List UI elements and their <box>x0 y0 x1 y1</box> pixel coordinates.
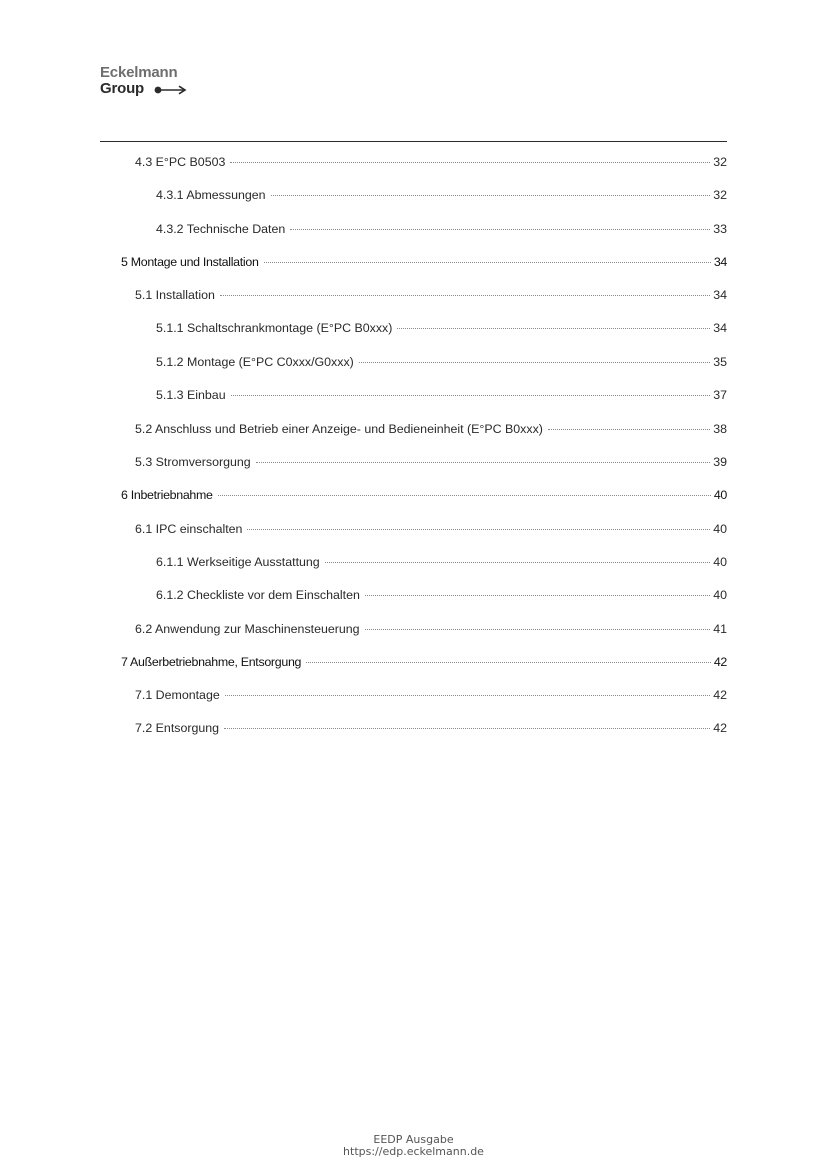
toc-dot-leader <box>264 262 711 263</box>
toc-dot-leader <box>256 462 711 463</box>
toc-page-number: 42 <box>713 655 727 669</box>
toc-entry-title: 7.1 Demontage <box>135 688 220 702</box>
toc-page-number: 35 <box>713 355 727 369</box>
toc-entry-title: 5.1 Installation <box>135 288 215 302</box>
toc-entry-title: 4.3.1 Abmessungen <box>156 188 266 202</box>
toc-entry-title: 6.1.1 Werkseitige Ausstattung <box>156 555 320 569</box>
toc-entry-4-3-1[interactable] <box>156 186 727 204</box>
toc-page-number: 37 <box>713 388 727 402</box>
toc-entry-title: 6.1 IPC einschalten <box>135 522 243 536</box>
toc-page-number: 42 <box>713 721 727 735</box>
toc-page-number: 32 <box>713 155 727 169</box>
toc-entry-6-1-2[interactable] <box>156 586 727 604</box>
toc-page-number: 39 <box>713 455 727 469</box>
toc-dot-leader <box>224 728 710 729</box>
toc-dot-leader <box>218 495 711 496</box>
toc-entry-title: 4.3.2 Technische Daten <box>156 222 286 236</box>
footer-edition: EEDP Ausgabe <box>373 1133 454 1146</box>
toc-dot-leader <box>220 295 710 296</box>
toc-dot-leader <box>359 362 710 363</box>
toc-page-number: 40 <box>713 488 727 502</box>
toc-entry-5[interactable] <box>121 253 727 271</box>
toc-dot-leader <box>290 229 710 230</box>
toc-page-number: 40 <box>713 555 727 569</box>
toc-dot-leader <box>225 695 710 696</box>
toc-entry-7-1[interactable] <box>135 686 727 704</box>
toc-entry-5-2[interactable] <box>135 420 727 438</box>
toc-entry-title: 5.3 Stromversorgung <box>135 455 251 469</box>
arrow-right-icon <box>154 85 188 95</box>
toc-entry-5-1-1[interactable] <box>156 319 727 337</box>
toc-entry-5-3[interactable] <box>135 453 727 471</box>
toc-entry-title: 5 Montage und Installation <box>121 255 259 269</box>
toc-page-number: 40 <box>713 522 727 536</box>
toc-dot-leader <box>230 162 710 163</box>
logo-text-group: Group <box>100 80 144 97</box>
toc-page-number: 32 <box>713 188 727 202</box>
toc-dot-leader <box>397 328 710 329</box>
toc-dot-leader <box>365 629 711 630</box>
toc-page-number: 38 <box>713 422 727 436</box>
toc-entry-4-3-2[interactable] <box>156 220 727 238</box>
company-logo <box>100 65 200 101</box>
toc-dot-leader <box>247 529 710 530</box>
toc-dot-leader <box>548 429 710 430</box>
toc-entry-title: 5.1.1 Schaltschrankmontage (E°PC B0xxx) <box>156 321 393 335</box>
toc-entry-title: 5.1.2 Montage (E°PC C0xxx/G0xxx) <box>156 355 354 369</box>
toc-dot-leader <box>325 562 711 563</box>
toc-entry-5-1[interactable] <box>135 286 727 304</box>
toc-dot-leader <box>306 662 711 663</box>
toc-entry-4-3[interactable] <box>135 153 727 171</box>
toc-entry-title: 7.2 Entsorgung <box>135 721 220 735</box>
toc-page-number: 34 <box>713 255 727 269</box>
toc-page-number: 41 <box>713 622 727 636</box>
footer-url[interactable]: https://edp.eckelmann.de <box>343 1145 484 1158</box>
toc-entry-5-1-3[interactable] <box>156 386 727 404</box>
toc-entry-title: 4.3 E°PC B0503 <box>135 155 226 169</box>
toc-page-number: 40 <box>713 588 727 602</box>
toc-entry-title: 6.2 Anwendung zur Maschinensteuerung <box>135 622 360 636</box>
toc-entry-7[interactable] <box>121 653 727 671</box>
toc-entry-title: 7 Außerbetriebnahme, Entsorgung <box>121 655 302 669</box>
toc-entry-title: 5.2 Anschluss und Betrieb einer Anzeige- und Bedieneinheit (E°PC B0xxx) <box>135 422 543 436</box>
logo-text-eckelmann: Eckelmann <box>100 64 178 81</box>
toc-page-number: 34 <box>713 321 727 335</box>
toc-dot-leader <box>271 195 711 196</box>
toc-entry-6[interactable] <box>121 486 727 504</box>
header-divider <box>100 141 727 142</box>
toc-entry-6-1-1[interactable] <box>156 553 727 571</box>
toc-entry-7-2[interactable] <box>135 719 727 737</box>
toc-entry-5-1-2[interactable] <box>156 353 727 371</box>
toc-entry-6-1[interactable] <box>135 520 727 538</box>
toc-page-number: 33 <box>713 222 727 236</box>
toc-entry-6-2[interactable] <box>135 620 727 638</box>
toc-dot-leader <box>365 595 710 596</box>
toc-entry-title: 5.1.3 Einbau <box>156 388 226 402</box>
toc-dot-leader <box>231 395 711 396</box>
toc-entry-title: 6.1.2 Checkliste vor dem Einschalten <box>156 588 360 602</box>
toc-entry-title: 6 Inbetriebnahme <box>121 488 213 502</box>
toc-page-number: 42 <box>713 688 727 702</box>
toc-page-number: 34 <box>713 288 727 302</box>
